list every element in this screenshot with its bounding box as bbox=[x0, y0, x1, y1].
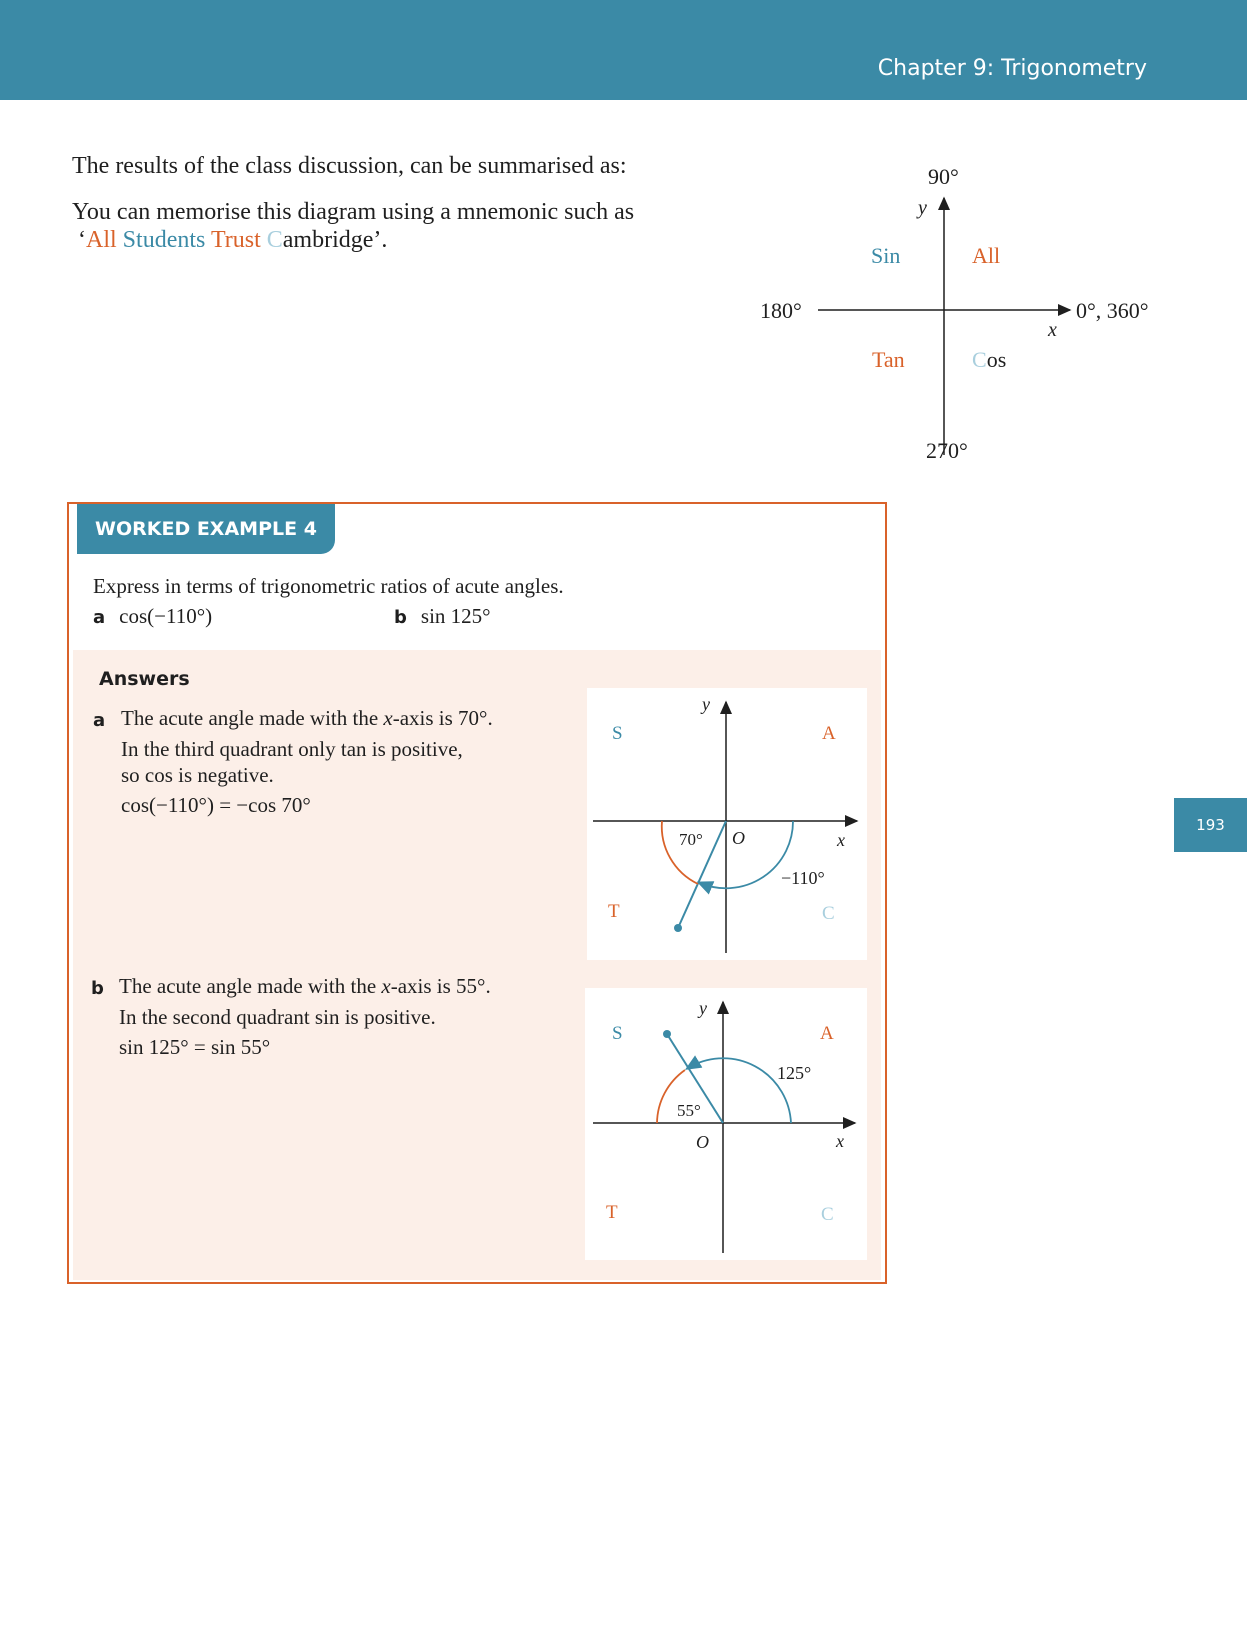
mnemonic-students: Students bbox=[122, 227, 206, 253]
answer-a-line-1-post: -axis is 70°. bbox=[392, 706, 493, 730]
diagram-a-angle-label: −110° bbox=[781, 868, 825, 888]
diagram-a-label-s: S bbox=[612, 723, 623, 744]
diagram-b-ray-endpoint bbox=[663, 1030, 671, 1038]
diagram-a-label-a: A bbox=[822, 723, 836, 744]
quadrant-cos-initial: C bbox=[972, 347, 987, 372]
diagram-b-card bbox=[585, 988, 867, 1260]
question-part-b-text: sin 125° bbox=[420, 604, 491, 628]
label-0-360: 0°, 360° bbox=[1076, 298, 1149, 323]
diagram-b-acute-angle-label: 55° bbox=[677, 1101, 701, 1120]
answer-a-letter: a bbox=[93, 710, 106, 731]
quadrant-cos-rest: os bbox=[986, 347, 1007, 372]
answer-a-line-2: In the third quadrant only tan is positive, bbox=[121, 737, 463, 761]
question-part-a bbox=[93, 604, 212, 629]
mnemonic-phrase bbox=[78, 227, 387, 254]
question-part-b-letter: b bbox=[394, 607, 407, 628]
diagram-b-label-c: C bbox=[821, 1204, 834, 1225]
intro-summary-text: The results of the class discussion, can be summarised as: bbox=[72, 153, 627, 179]
worked-example-title: WORKED EXAMPLE 4 bbox=[77, 504, 335, 554]
mnemonic-trust: Trust bbox=[210, 227, 261, 253]
answer-b-line-3: sin 125° = sin 55° bbox=[119, 1035, 271, 1059]
worked-example-question: Express in terms of trigonometric ratios of acute angles. bbox=[93, 574, 564, 598]
answer-b-line-1-var: x bbox=[381, 974, 391, 998]
diagram-b bbox=[585, 988, 867, 1260]
answers-heading: Answers bbox=[99, 668, 190, 690]
diagram-b-origin-label: O bbox=[696, 1132, 709, 1152]
diagram-b-angle-label: 125° bbox=[777, 1063, 812, 1083]
chapter-title: Chapter 9: Trigonometry bbox=[877, 56, 1147, 81]
diagram-b-label-s: S bbox=[612, 1023, 623, 1044]
mnemonic-cambridge-initial: C bbox=[266, 227, 283, 253]
y-axis-label: y bbox=[918, 197, 927, 219]
diagram-a-label-t: T bbox=[608, 901, 620, 922]
answer-b-letter: b bbox=[91, 978, 104, 999]
quadrant-sin: Sin bbox=[871, 243, 901, 268]
intro-mnemonic-text: You can memorise this diagram using a mnemonic such as bbox=[72, 199, 635, 225]
answers-panel bbox=[73, 650, 881, 1280]
question-part-a-text: cos(−110°) bbox=[119, 604, 213, 628]
page-number-tab: 193 bbox=[1174, 798, 1247, 852]
mnemonic-open-quote: ‘ bbox=[78, 227, 86, 253]
mnemonic-close-quote: ’. bbox=[373, 227, 388, 253]
diagram-a-label-c: C bbox=[822, 903, 835, 924]
question-part-a-letter: a bbox=[93, 607, 106, 628]
answer-a-line-3: so cos is negative. bbox=[121, 763, 274, 787]
diagram-b-label-t: T bbox=[606, 1202, 618, 1223]
header-band bbox=[0, 0, 1247, 100]
x-axis-label: x bbox=[1048, 319, 1057, 341]
diagram-a-acute-angle-label: 70° bbox=[679, 830, 703, 849]
diagram-a-origin-label: O bbox=[732, 828, 745, 848]
answer-a-line-1 bbox=[121, 706, 493, 731]
answer-b-line-1-post: -axis is 55°. bbox=[390, 974, 491, 998]
diagram-b-label-a: A bbox=[820, 1023, 834, 1044]
diagram-b-y-label: y bbox=[699, 998, 707, 1018]
diagram-a-card bbox=[587, 688, 867, 960]
label-90: 90° bbox=[928, 164, 959, 189]
answer-b-line-2: In the second quadrant sin is positive. bbox=[119, 1005, 436, 1029]
answer-b-line-1-pre: The acute angle made with the bbox=[119, 974, 382, 998]
diagram-a-x-label: x bbox=[837, 830, 845, 850]
answer-a-line-1-var: x bbox=[383, 706, 393, 730]
diagram-a-angle-arc bbox=[700, 821, 793, 888]
cast-quadrant-diagram bbox=[740, 150, 1180, 480]
answer-a-line-4: cos(−110°) = −cos 70° bbox=[121, 793, 311, 817]
quadrant-tan: Tan bbox=[872, 347, 905, 372]
quadrant-cos bbox=[972, 347, 1006, 372]
question-part-b bbox=[394, 604, 491, 629]
mnemonic-all: All bbox=[86, 227, 117, 253]
mnemonic-cambridge-rest: ambridge bbox=[282, 227, 374, 253]
diagram-a-ray-endpoint bbox=[674, 924, 682, 932]
label-270: 270° bbox=[926, 438, 968, 463]
worked-example-box bbox=[67, 502, 887, 1284]
diagram-b-x-label: x bbox=[836, 1131, 844, 1151]
answer-b-line-1 bbox=[119, 974, 491, 999]
diagram-a-y-label: y bbox=[702, 694, 710, 714]
quadrant-all: All bbox=[972, 243, 1001, 268]
diagram-a bbox=[587, 688, 867, 960]
label-180: 180° bbox=[760, 298, 802, 323]
answer-a-line-1-pre: The acute angle made with the bbox=[121, 706, 384, 730]
